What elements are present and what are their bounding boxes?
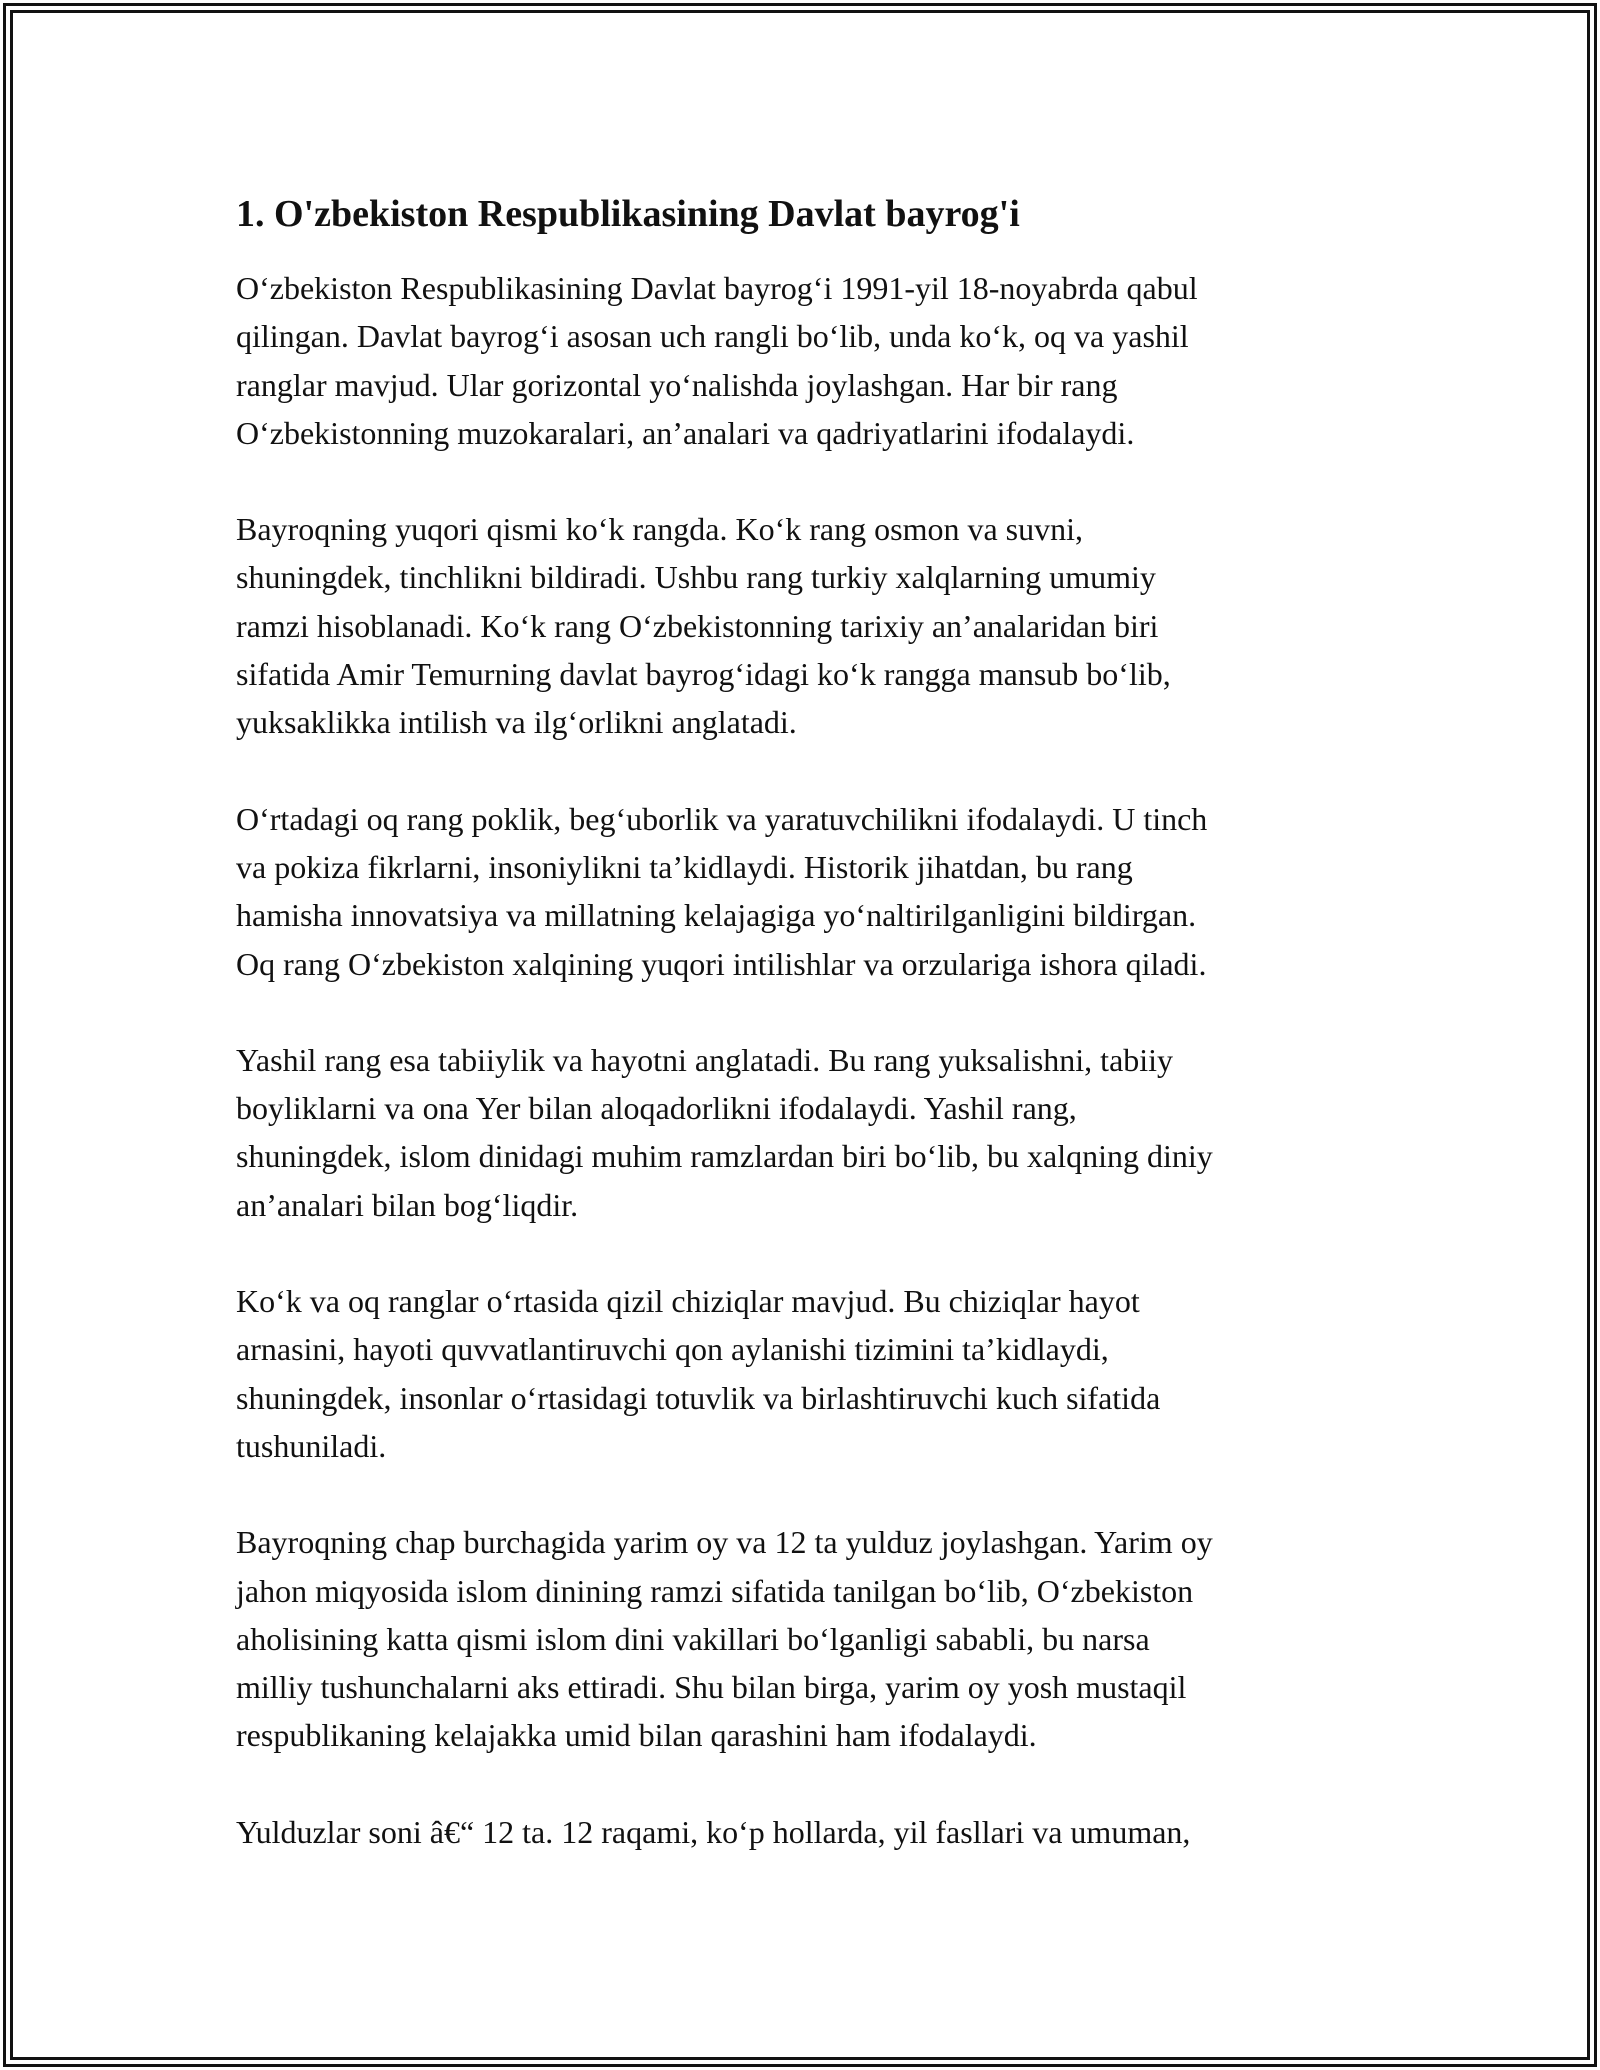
text-line: boyliklarni va ona Yer bilan aloqadorlikni ifodalaydi. Yashil rang,	[236, 1090, 1077, 1127]
text-line: O‘zbekiston Respublikasining Davlat bayrog‘i 1991-yil 18-noyabrda qabul	[236, 270, 1198, 306]
section-heading: 1. O'zbekiston Respublikasining Davlat bayrog'i	[236, 193, 1020, 235]
paragraph-1	[236, 264, 1386, 457]
text-line: ramzi hisoblanadi. Ko‘k rang O‘zbekistonning tarixiy an’analaridan biri	[236, 607, 1159, 644]
text-line: Yulduzlar soni â€“ 12 ta. 12 raqami, ko‘p hollarda, yil fasllari va umuman,	[236, 1813, 1191, 1850]
text-line: an’analari bilan bog‘liqdir.	[236, 1186, 579, 1223]
text-line: shuningdek, insonlar o‘rtasidagi totuvlik va birlashtiruvchi kuch sifatida	[236, 1379, 1161, 1416]
text-line: Yashil rang esa tabiiylik va hayotni anglatadi. Bu rang yuksalishni, tabiiy	[236, 1041, 1174, 1078]
text-line: shuningdek, tinchlikni bildiradi. Ushbu rang turkiy xalqlarning umumiy	[236, 559, 1156, 596]
text-line: aholisining katta qismi islom dini vakillari bo‘lganligi sababli, bu narsa	[236, 1620, 1150, 1657]
text-line: O‘zbekistonning muzokaralari, an’analari va qadriyatlarini ifodalaydi.	[236, 414, 1135, 451]
text-line: ranglar mavjud. Ular gorizontal yo‘nalishda joylashgan. Har bir rang	[236, 366, 1118, 403]
text-line: arnasini, hayoti quvvatlantiruvchi qon aylanishi tizimini ta’kidlaydi,	[236, 1331, 1109, 1368]
text-line: respublikaning kelajakka umid bilan qarashini ham ifodalaydi.	[236, 1717, 1037, 1754]
paragraph-5	[236, 1277, 1386, 1470]
text-line: shuningdek, islom dinidagi muhim ramzlardan biri bo‘lib, bu xalqning diniy	[236, 1138, 1213, 1175]
text-line: tushuniladi.	[236, 1427, 387, 1464]
document-body	[236, 186, 1386, 1904]
paragraph-3	[236, 795, 1386, 988]
paragraph-7	[236, 1808, 1386, 1856]
paragraph-4	[236, 1036, 1386, 1229]
text-line: jahon miqyosida islom dinining ramzi sifatida tanilgan bo‘lib, O‘zbekiston	[236, 1572, 1194, 1609]
text-line: O‘rtadagi oq rang poklik, beg‘uborlik va yaratuvchilikni ifodalaydi. U tinch	[236, 800, 1208, 837]
text-line: Bayroqning chap burchagida yarim oy va 12 ta yulduz joylashgan. Yarim oy	[236, 1524, 1213, 1561]
text-line: sifatida Amir Temurning davlat bayrog‘idagi ko‘k rangga mansub bo‘lib,	[236, 656, 1171, 693]
paragraph-6	[236, 1518, 1386, 1759]
paragraph-2	[236, 505, 1386, 746]
text-line: Oq rang O‘zbekiston xalqining yuqori intilishlar va orzulariga ishora qiladi.	[236, 945, 1207, 982]
text-line: hamisha innovatsiya va millatning kelajagiga yo‘naltirilganligini bildirgan.	[236, 897, 1197, 934]
text-line: yuksaklikka intilish va ilg‘orlikni anglatadi.	[236, 704, 797, 741]
text-line: va pokiza fikrlarni, insoniylikni ta’kidlaydi. Historik jihatdan, bu rang	[236, 848, 1133, 885]
text-line: milliy tushunchalarni aks ettiradi. Shu bilan birga, yarim oy yosh mustaqil	[236, 1669, 1187, 1706]
text-line: qilingan. Davlat bayrog‘i asosan uch rangli bo‘lib, unda ko‘k, oq va yashil	[236, 318, 1189, 355]
text-line: Bayroqning yuqori qismi ko‘k rangda. Ko‘k rang osmon va suvni,	[236, 511, 1083, 548]
text-line: Ko‘k va oq ranglar o‘rtasida qizil chiziqlar mavjud. Bu chiziqlar hayot	[236, 1283, 1140, 1320]
